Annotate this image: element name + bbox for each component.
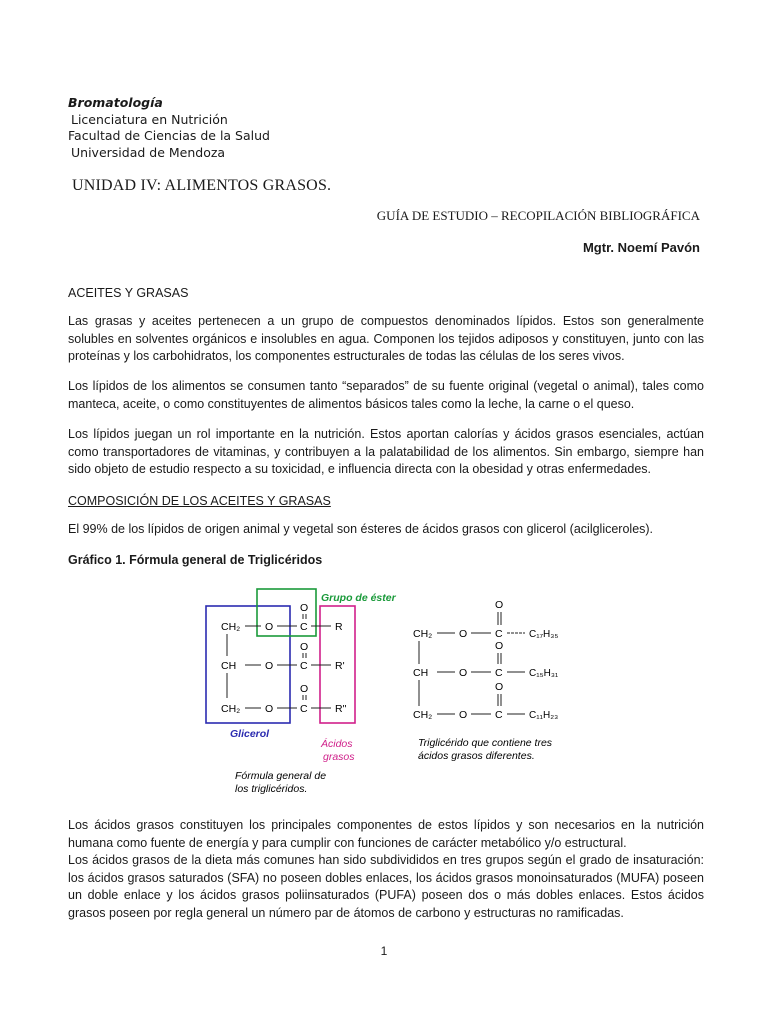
paragraph: Los lípidos juegan un rol importante en la nutrición. Estos aportan calorías y ácidos grasos esenciales, actúan como transportadores de vitaminas, y contribuyen a la palatabilidad de los alimentos. Sin embargo, siempre han sido objeto de estudio respecto a su toxicidad, e influencia directa con la obesidad y otras enfermedades. — [68, 427, 704, 476]
right-caption-2: ácidos grasos diferentes. — [418, 750, 535, 762]
oxygen: O — [495, 681, 504, 693]
r-group: R — [335, 621, 343, 633]
fatty-chain: C₁₇H₃₅ — [529, 629, 559, 640]
ch2-top: CH₂ — [413, 628, 433, 640]
document-header — [68, 95, 270, 161]
ch2-bottom: CH₂ — [413, 709, 433, 721]
carbon: C — [495, 667, 503, 679]
left-row-2 — [221, 641, 345, 672]
header-brand: Bromatología — [68, 95, 163, 110]
r-group: R" — [335, 703, 347, 715]
oxygen: O — [265, 703, 274, 715]
carbon: C — [300, 621, 308, 633]
header-university: Universidad de Mendoza — [71, 144, 226, 160]
fatty-acids-label-1: Ácidos — [321, 738, 353, 750]
right-row-1 — [413, 599, 558, 640]
paragraph: Los lípidos de los alimentos se consumen tanto “separados” de su fuente original (vegetal o animal), tales como manteca, aceite, o como constituyentes de alimentos básicos tales como la leche, la carne o el queso. — [68, 379, 704, 411]
oxygen: O — [495, 640, 504, 652]
author-name: Mgtr. Noemí Pavón — [582, 240, 700, 255]
glycerol-label: Glicerol — [230, 728, 270, 740]
ch-middle: CH — [221, 660, 237, 672]
ch-middle: CH — [413, 667, 429, 679]
left-row-3 — [221, 683, 347, 715]
oxygen: O — [300, 641, 309, 653]
oxygen: O — [459, 667, 468, 679]
oxygen: O — [495, 599, 504, 611]
figure-caption: Gráfico 1. Fórmula general de Triglicéridos — [68, 553, 323, 567]
oxygen: O — [265, 660, 274, 672]
section-heading-composition: COMPOSICIÓN DE LOS ACEITES Y GRASAS — [68, 494, 331, 508]
paragraph: Los ácidos grasos constituyen los principales componentes de estos lípidos y son necesarios en la nutrición humana como fuente de energía y para cumplir con funciones de carácter metabólico y/o estructural. — [68, 818, 704, 850]
right-row-2 — [413, 640, 559, 679]
formula-caption-1: Fórmula general de — [235, 770, 327, 782]
r-group: R' — [335, 660, 345, 672]
ch2-top: CH₂ — [221, 621, 241, 633]
ch2-bottom: CH₂ — [221, 703, 241, 715]
fatty-acids-label-2: grasos — [323, 751, 355, 763]
ester-group-label: Grupo de éster — [321, 592, 396, 604]
oxygen: O — [300, 602, 309, 614]
right-caption-1: Triglicérido que contiene tres — [418, 737, 553, 749]
carbon: C — [495, 628, 503, 640]
paragraph: El 99% de los lípidos de origen animal y vegetal son ésteres de ácidos grasos con glicerol (acilgliceroles). — [68, 522, 654, 536]
page-number: 1 — [380, 944, 388, 958]
oxygen: O — [459, 709, 468, 721]
header-degree: Licenciatura en Nutrición — [71, 111, 228, 127]
oxygen: O — [300, 683, 309, 695]
paragraph: Las grasas y aceites pertenecen a un grupo de compuestos denominados lípidos. Estos son generalmente solubles en solventes orgánicos e insolubles en agua. Componen los tejidos adiposos y constituyen, junto con las proteínas y los carbohidratos, los componentes estructurales de todas las células de los seres vivos. — [68, 314, 704, 363]
carbon: C — [300, 660, 308, 672]
fatty-chain: C₁₁H₂₃ — [529, 710, 559, 721]
carbon: C — [495, 709, 503, 721]
section-heading-oils: ACEITES Y GRASAS — [68, 286, 189, 300]
triglyceride-figure — [205, 580, 580, 805]
paragraph: Los ácidos grasos de la dieta más comunes han sido subdivididos en tres grupos según el grado de insaturación: los ácidos grasos saturados (SFA) no poseen dobles enlaces, los ácidos grasos monoinsaturados (MUFA) poseen un doble enlace y los ácidos grasos poliinsaturados (PUFA) poseen dos o más dobles enlaces. Estos ácidos grasos poseen por regla general un número par de átomos de carbono y estructuras no ramificadas. — [68, 853, 704, 920]
unit-title: UNIDAD IV: ALIMENTOS GRASOS. — [72, 177, 332, 194]
formula-caption-2: los triglicéridos. — [235, 783, 308, 795]
fatty-chain: C₁₅H₃₁ — [529, 668, 559, 679]
oxygen: O — [265, 621, 274, 633]
right-row-3 — [413, 681, 558, 721]
header-faculty: Facultad de Ciencias de la Salud — [68, 128, 270, 143]
carbon: C — [300, 703, 308, 715]
oxygen: O — [459, 628, 468, 640]
guide-title: GUÍA DE ESTUDIO – RECOPILACIÓN BIBLIOGRÁFICA — [376, 208, 700, 223]
